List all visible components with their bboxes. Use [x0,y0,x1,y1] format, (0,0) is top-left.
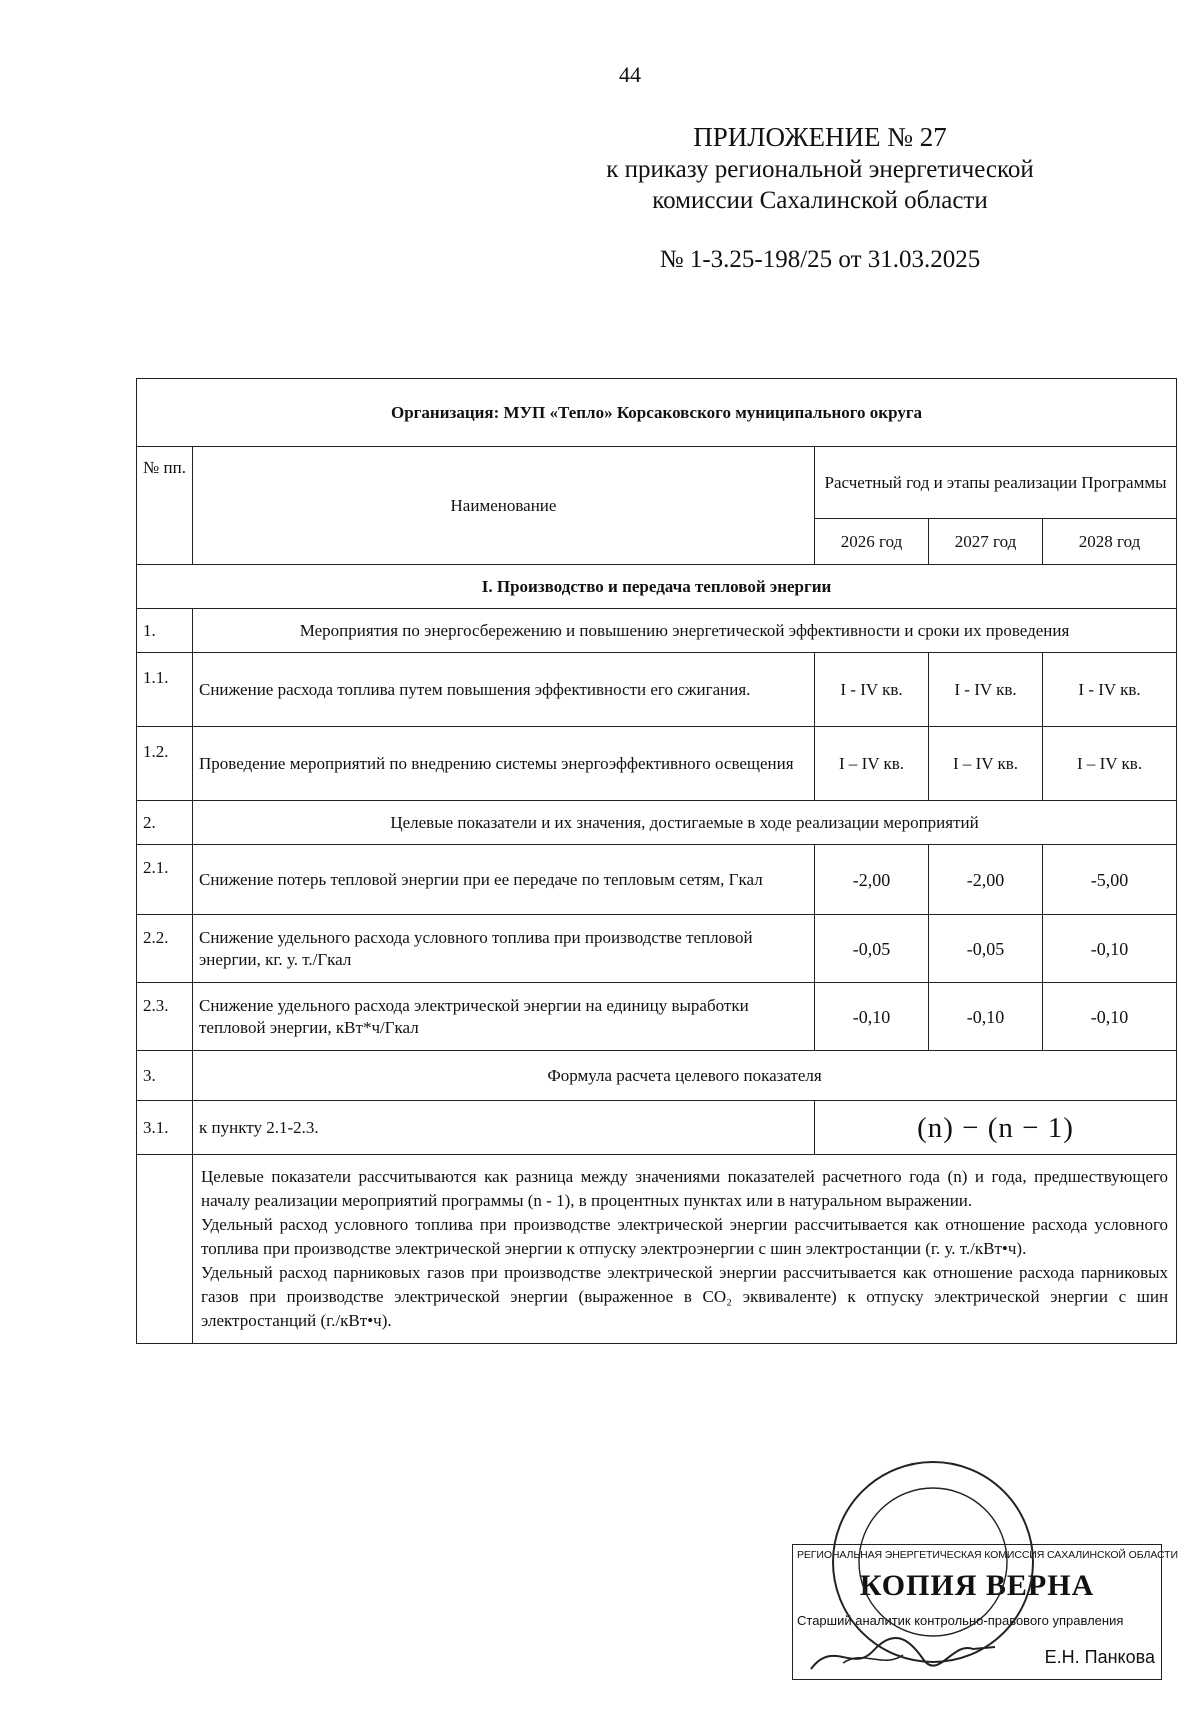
row-value: -0,05 [815,915,929,983]
copy-certification-stamp [792,1544,1178,1680]
note-text [193,1155,1177,1344]
page-number: 44 [619,62,641,87]
row-number: 1.2. [137,727,193,801]
row-number: 3. [137,1051,193,1101]
group-title: Целевые показатели и их значения, достигаемые в ходе реализации мероприятий [193,801,1177,845]
row-value: -0,10 [929,983,1043,1051]
row-value: -0,10 [1043,915,1177,983]
stamp-organization: РЕГИОНАЛЬНАЯ ЭНЕРГЕТИЧЕСКАЯ КОМИССИЯ САХАЛИНСКОЙ ОБЛАСТИ [797,1549,1178,1561]
row-name: Проведение мероприятий по внедрению системы энергоэффективного освещения [193,727,815,801]
note-paragraph: Удельный расход условного топлива при производстве электрической энергии рассчитывается как отношение расхода условного топлива при производстве электрической энергии к отпуску электроэнергии с шин электростанции (г. у. т./кВт•ч). [201,1215,1169,1258]
stamp-copy-label: КОПИЯ ВЕРНА [859,1569,1095,1602]
header-name: Наименование [193,447,815,565]
group-title: Формула расчета целевого показателя [193,1051,1177,1101]
appendix-commission-line: комиссии Сахалинской области [652,187,988,214]
formula: (n) − (n − 1) [815,1101,1177,1155]
row-value: I – IV кв. [815,727,929,801]
section-title: I. Производство и передача тепловой энергии [137,565,1177,609]
row-value: -0,10 [815,983,929,1051]
row-value: -2,00 [815,845,929,915]
row-name: Снижение потерь тепловой энергии при ее передаче по тепловым сетям, Гкал [193,845,815,915]
row-value: -5,00 [1043,845,1177,915]
note-number-cell [137,1155,193,1344]
program-table [136,378,1177,1344]
row-number: 2.3. [137,983,193,1051]
signature-icon [803,1629,1003,1677]
row-value: I - IV кв. [929,653,1043,727]
stamp-position: Старший аналитик контрольно-правового управления [797,1613,1124,1628]
row-number: 2.2. [137,915,193,983]
row-name: Снижение удельного расхода условного топлива при производстве тепловой энергии, кг. у. т./Гкал [193,915,815,983]
organization-title: Организация: МУП «Тепло» Корсаковского муниципального округа [137,379,1177,447]
order-reference: № 1-3.25-198/25 от 31.03.2025 [659,246,981,273]
row-name: Снижение расхода топлива путем повышения эффективности его сжигания. [193,653,815,727]
row-value: -0,05 [929,915,1043,983]
year-2027: 2027 год [929,519,1043,565]
row-name: Снижение удельного расхода электрической энергии на единицу выработки тепловой энергии, кВт*ч/Гкал [193,983,815,1051]
year-2026: 2026 год [815,519,929,565]
appendix-order-line: к приказу региональной энергетической [606,156,1034,183]
row-value: I - IV кв. [1043,653,1177,727]
header-number: № пп. [137,447,193,565]
year-2028: 2028 год [1043,519,1177,565]
appendix-header [540,120,1100,274]
row-number: 2.1. [137,845,193,915]
row-value: -2,00 [929,845,1043,915]
row-number: 1.1. [137,653,193,727]
stamp-name: Е.Н. Панкова [1044,1647,1155,1667]
header-period: Расчетный год и этапы реализации Программы [815,447,1177,519]
row-value: I - IV кв. [815,653,929,727]
row-number: 1. [137,609,193,653]
row-number: 3.1. [137,1101,193,1155]
row-name: к пункту 2.1-2.3. [193,1101,815,1155]
row-value: -0,10 [1043,983,1177,1051]
row-number: 2. [137,801,193,845]
appendix-title: ПРИЛОЖЕНИЕ № 27 [693,122,947,152]
group-title: Мероприятия по энергосбережению и повышению энергетической эффективности и сроки их проведения [193,609,1177,653]
note-paragraph: Целевые показатели рассчитываются как разница между значениями показателей расчетного года (n) и года, предшествующего началу реализации мероприятий программы (n - 1), в процентных пунктах или в натуральном выражении. [201,1167,1169,1210]
note-paragraph: Удельный расход парниковых газов при производстве электрической энергии рассчитывается как отношение расхода парниковых газов при производстве электрической энергии (выраженное в CO₂ эквиваленте) к отпуску электрической энергии с шин электростанций (г./кВт•ч). [201,1263,1169,1330]
row-value: I – IV кв. [929,727,1043,801]
row-value: I – IV кв. [1043,727,1177,801]
